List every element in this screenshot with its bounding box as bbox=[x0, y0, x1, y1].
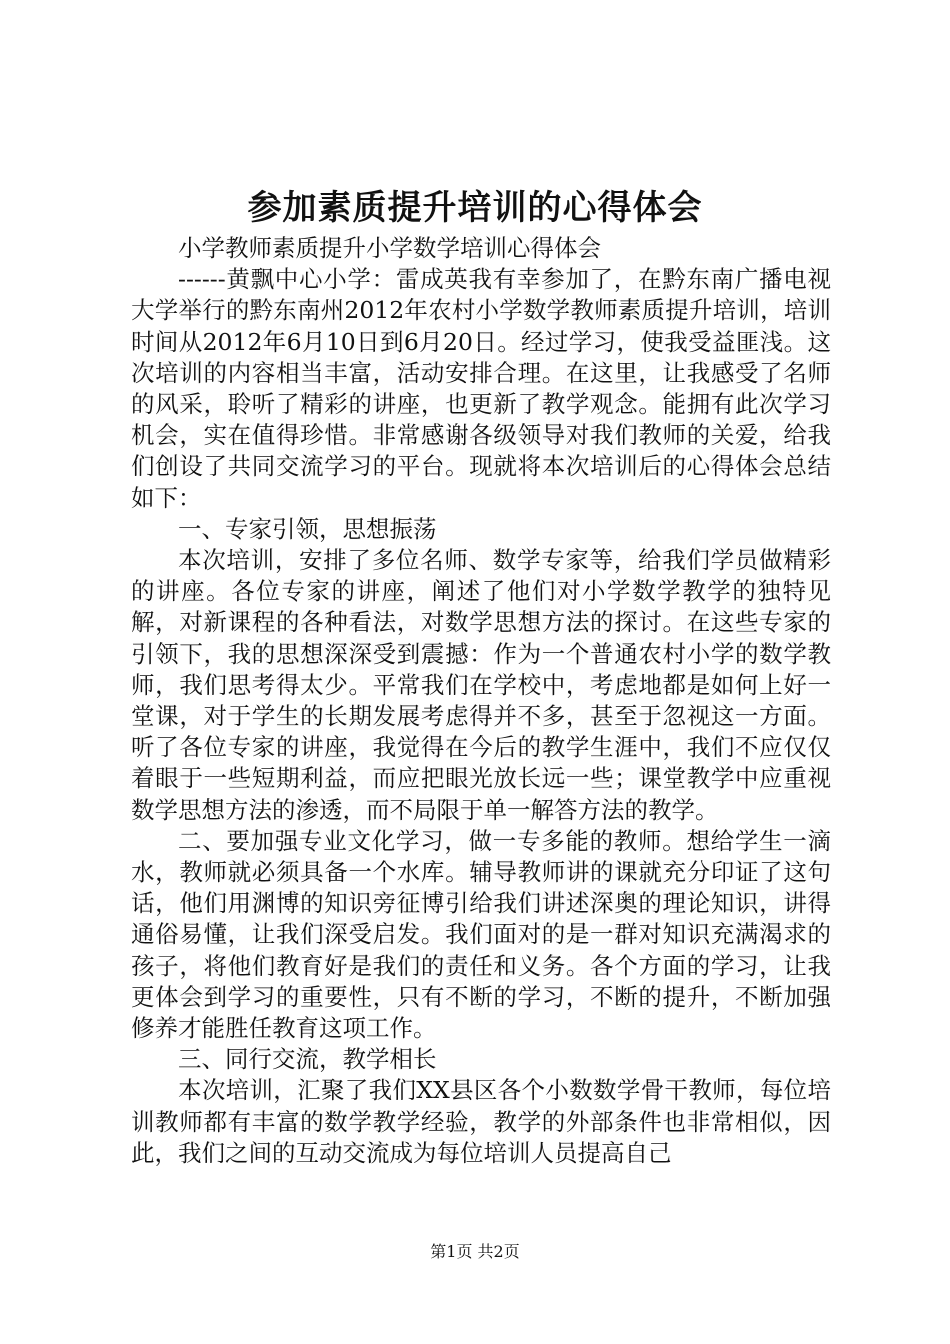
section-paragraph-3: 本次培训，汇聚了我们XX县区各个小数数学骨干教师，每位培训教师都有丰富的数学教学经验，教学的外部条件也非常相似，因此，我们之间的互动交流成为每位培训人员提高自己 bbox=[131, 1076, 831, 1167]
document-body bbox=[131, 233, 831, 1169]
document-title: 参加素质提升培训的心得体会 bbox=[247, 188, 703, 228]
section-heading-3: 三、同行交流，教学相长 bbox=[178, 1045, 437, 1074]
subtitle-paragraph: 小学教师素质提升小学数学培训心得体会 bbox=[178, 234, 601, 262]
page-number-footer: 第1页 共2页 bbox=[430, 1242, 520, 1261]
intro-paragraph: ------黄飘中心小学：雷成英我有幸参加了，在黔东南广播电视大学举行的黔东南州2012年农村小学数学教师素质提升培训，培训时间从2012年6月10日到6月20日。经过学习，使我受益匪浅。这次培训的内容相当丰富，活动安排合理。在这里，让我感受了名师的风采，聆听了精彩的讲座，也更新了教学观念。能拥有此次学习机会，实在值得珍惜。非常感谢各级领导对我们教师的关爱，给我们创设了共同交流学习的平台。现就将本次培训后的心得体会总结如下： bbox=[131, 265, 831, 512]
section-paragraph-1: 本次培训，安排了多位名师、数学专家等，给我们学员做精彩的讲座。各位专家的讲座，阐述了他们对小学数学教学的独特见解，对新课程的各种看法，对数学思想方法的探讨。在这些专家的引领下，我的思想深深受到震撼：作为一个普通农村小学的数学教师，我们思考得太少。平常我们在学校中，考虑地都是如何上好一堂课，对于学生的长期发展考虑得并不多，甚至于忽视这一方面。听了各位专家的讲座，我觉得在今后的教学生涯中，我们不应仅仅着眼于一些短期利益，而应把眼光放长远一些；课堂教学中应重视数学思想方法的渗透，而不局限于单一解答方法的教学。 bbox=[131, 546, 831, 824]
section-paragraph-2: 二、要加强专业文化学习，做一专多能的教师。想给学生一滴水，教师就必须具备一个水库。辅导教师讲的课就充分印证了这句话，他们用渊博的知识旁征博引给我们讲述深奥的理论知识，讲得通俗易懂，让我们深受启发。我们面对的是一群对知识充满渴求的孩子，将他们教育好是我们的责任和义务。各个方面的学习，让我更体会到学习的重要性，只有不断的学习，不断的提升，不断加强修养才能胜任教育这项工作。 bbox=[131, 826, 831, 1043]
section-heading-1: 一、专家引领，思想振荡 bbox=[178, 514, 437, 543]
